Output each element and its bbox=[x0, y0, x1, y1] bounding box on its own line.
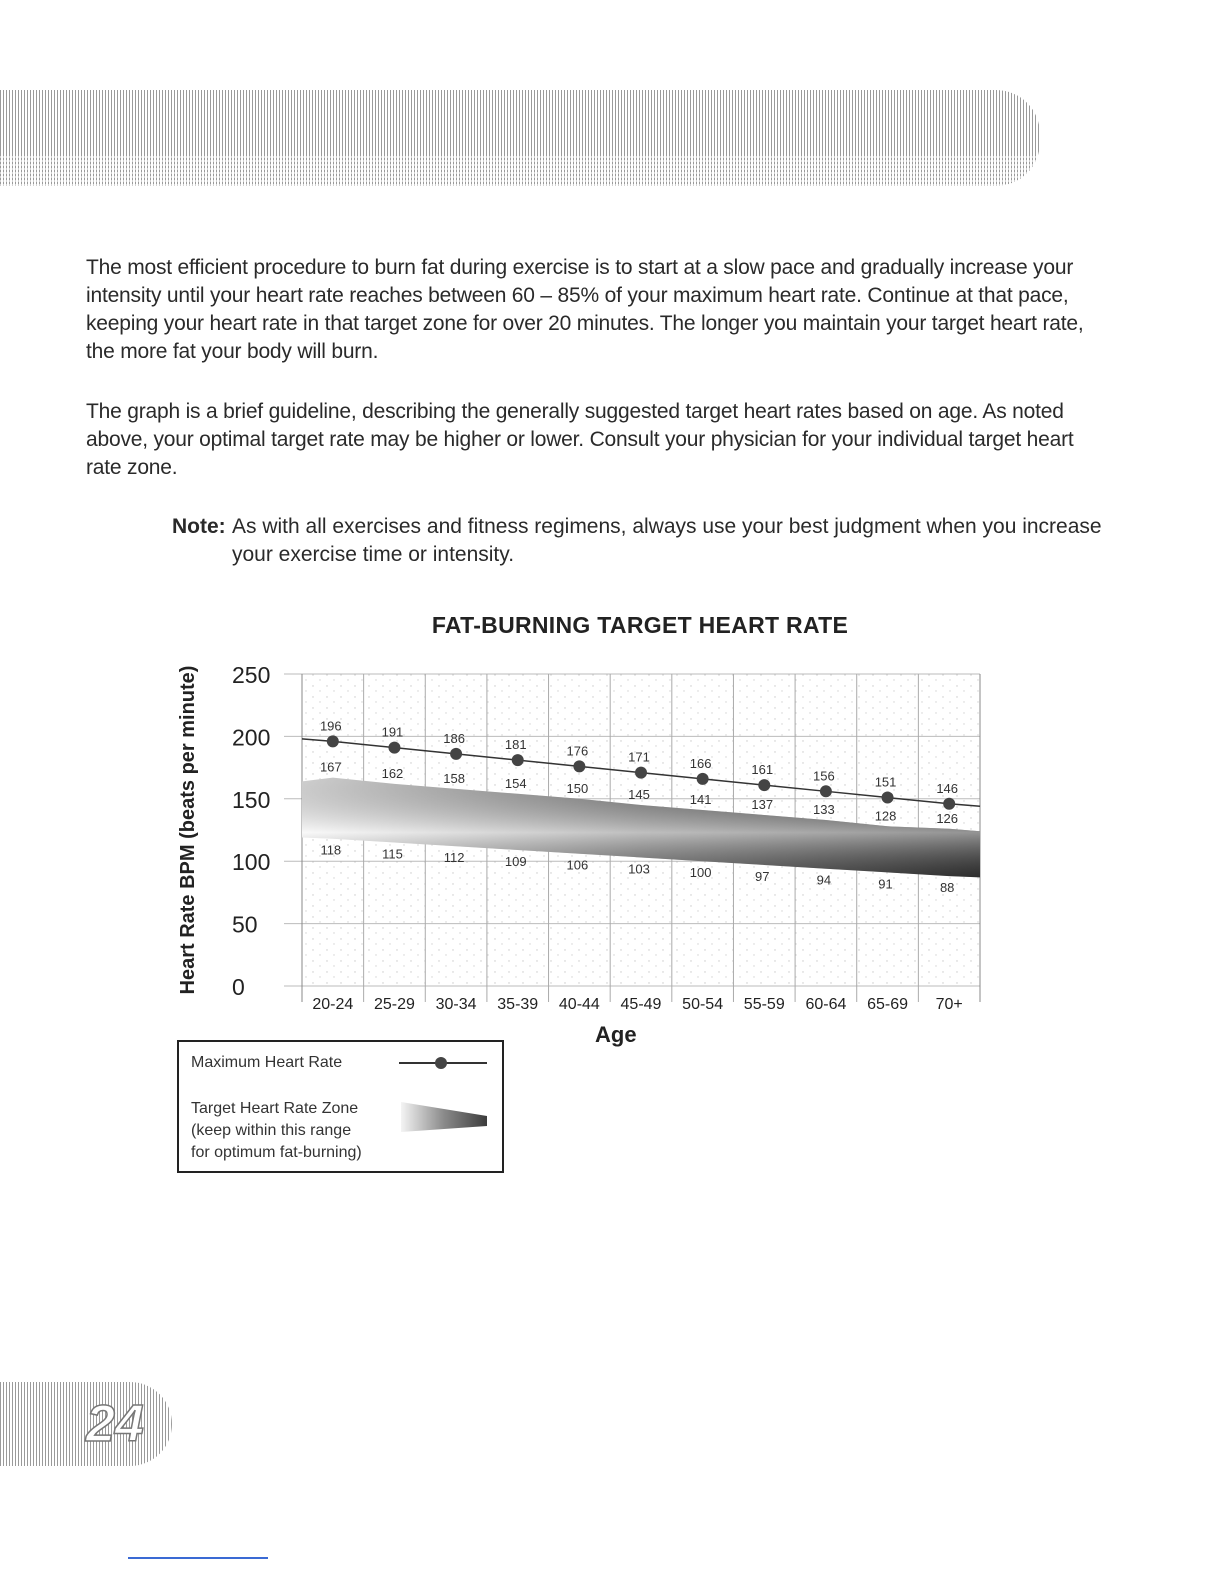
lower-value-label-50-54: 100 bbox=[689, 865, 712, 881]
upper-value-label-30-34: 158 bbox=[443, 770, 465, 786]
legend-zone-line1: Target Heart Rate Zone bbox=[191, 1100, 359, 1117]
max-heart-rate-marker-55-59 bbox=[758, 779, 770, 791]
x-tick-label-20-24: 20-24 bbox=[312, 996, 354, 1010]
footer-rule bbox=[128, 1557, 268, 1559]
max-heart-rate-marker-30-34 bbox=[450, 748, 462, 760]
note-text: As with all exercises and fitness regimens, always use your best judgment when you increase your exercise time or intensity. bbox=[232, 515, 1102, 566]
max-heart-rate-marker-25-29 bbox=[388, 742, 400, 754]
lower-value-label-45-49: 103 bbox=[628, 861, 650, 877]
max-heart-rate-marker-65-69 bbox=[882, 792, 894, 804]
x-tick-label-25-29: 25-29 bbox=[373, 996, 415, 1010]
lower-value-label-60-64: 94 bbox=[816, 872, 832, 888]
intro-paragraph-2: The graph is a brief guideline, describing the generally suggested target heart rates based on age. As noted above, your optimal target rate may be higher or lower. Consult your physician for your individual target heart rate zone. bbox=[86, 400, 1074, 479]
upper-value-label-20-24: 167 bbox=[319, 759, 342, 775]
legend-max-marker bbox=[435, 1057, 447, 1069]
heart-rate-chart bbox=[170, 650, 1000, 1010]
x-tick-label-50-54: 50-54 bbox=[682, 996, 724, 1010]
max-value-label-45-49: 171 bbox=[628, 749, 650, 765]
chart-legend bbox=[177, 1040, 504, 1173]
lower-value-label-20-24: 118 bbox=[320, 842, 342, 858]
x-tick-label-55-59: 55-59 bbox=[743, 996, 785, 1010]
upper-value-label-45-49: 145 bbox=[628, 787, 650, 803]
upper-value-label-50-54: 141 bbox=[689, 792, 712, 808]
lower-value-label-35-39: 109 bbox=[504, 853, 527, 869]
legend-zone-band bbox=[401, 1102, 487, 1132]
y-tick-label-0: 0 bbox=[232, 974, 245, 1000]
upper-value-label-70+: 126 bbox=[936, 810, 959, 826]
lower-value-label-30-34: 112 bbox=[443, 850, 465, 866]
max-heart-rate-marker-40-44 bbox=[573, 760, 585, 772]
x-tick-label-70+: 70+ bbox=[935, 996, 963, 1010]
x-tick-label-35-39: 35-39 bbox=[497, 996, 539, 1010]
intro-paragraph-1: The most efficient procedure to burn fat during exercise is to start at a slow pace and gradually increase your intensity until your heart rate reaches between 60 – 85% of your maximum heart rate. Continue at that pace, keeping your heart rate in that target zone for over 20 minutes. The longer you maintain your target heart rate, the more fat your body will burn. bbox=[86, 256, 1084, 363]
max-value-label-70+: 146 bbox=[936, 780, 959, 796]
note-label: Note: bbox=[172, 515, 226, 538]
upper-value-label-55-59: 137 bbox=[751, 797, 774, 813]
max-value-label-40-44: 176 bbox=[566, 743, 589, 759]
legend-zone-swatch bbox=[401, 1098, 487, 1136]
x-tick-label-45-49: 45-49 bbox=[620, 996, 662, 1010]
max-value-label-55-59: 161 bbox=[751, 762, 774, 778]
legend-zone-line3: for optimum fat-burning) bbox=[191, 1144, 362, 1161]
legend-max-label: Maximum Heart Rate bbox=[191, 1054, 343, 1071]
upper-value-label-25-29: 162 bbox=[381, 765, 404, 781]
max-heart-rate-marker-50-54 bbox=[697, 773, 709, 785]
legend-zone-text bbox=[191, 1098, 362, 1164]
max-value-label-35-39: 181 bbox=[504, 737, 527, 753]
max-heart-rate-marker-45-49 bbox=[635, 767, 647, 779]
page-number: 24 bbox=[86, 1395, 144, 1453]
x-tick-label-30-34: 30-34 bbox=[435, 996, 477, 1010]
x-tick-label-40-44: 40-44 bbox=[558, 996, 600, 1010]
x-axis-title: Age bbox=[595, 1022, 637, 1047]
upper-value-label-35-39: 154 bbox=[504, 775, 527, 791]
lower-value-label-25-29: 115 bbox=[382, 846, 403, 862]
y-tick-label-150: 150 bbox=[232, 786, 271, 813]
y-tick-label-250: 250 bbox=[232, 662, 271, 688]
y-tick-label-50: 50 bbox=[232, 911, 258, 938]
x-tick-label-60-64: 60-64 bbox=[805, 996, 847, 1010]
upper-value-label-40-44: 150 bbox=[566, 780, 589, 796]
legend-zone-line2: (keep within this range bbox=[191, 1122, 352, 1139]
max-value-label-25-29: 191 bbox=[381, 724, 404, 740]
upper-value-label-60-64: 133 bbox=[813, 802, 835, 818]
max-heart-rate-marker-60-64 bbox=[820, 785, 832, 797]
chart-title: FAT-BURNING TARGET HEART RATE bbox=[431, 612, 849, 638]
max-value-label-20-24: 196 bbox=[319, 718, 342, 734]
max-heart-rate-marker-70+ bbox=[943, 798, 955, 810]
upper-value-label-65-69: 128 bbox=[874, 808, 897, 824]
max-value-label-30-34: 186 bbox=[443, 730, 465, 746]
max-value-label-50-54: 166 bbox=[689, 755, 712, 771]
lower-value-label-55-59: 97 bbox=[755, 868, 770, 884]
max-heart-rate-marker-35-39 bbox=[512, 754, 524, 766]
max-heart-rate-marker-20-24 bbox=[327, 735, 339, 747]
page-number-badge bbox=[0, 1382, 172, 1466]
max-value-label-65-69: 151 bbox=[874, 774, 897, 790]
max-value-label-60-64: 156 bbox=[813, 768, 835, 784]
lower-value-label-40-44: 106 bbox=[566, 857, 589, 873]
x-tick-label-65-69: 65-69 bbox=[867, 996, 909, 1010]
y-tick-label-200: 200 bbox=[232, 724, 271, 751]
lower-value-label-65-69: 91 bbox=[878, 876, 893, 892]
header-banner bbox=[0, 90, 1040, 186]
lower-value-label-70+: 88 bbox=[939, 880, 955, 896]
y-axis-title: Heart Rate BPM (beats per minute) bbox=[177, 665, 199, 995]
y-tick-label-100: 100 bbox=[232, 849, 271, 876]
